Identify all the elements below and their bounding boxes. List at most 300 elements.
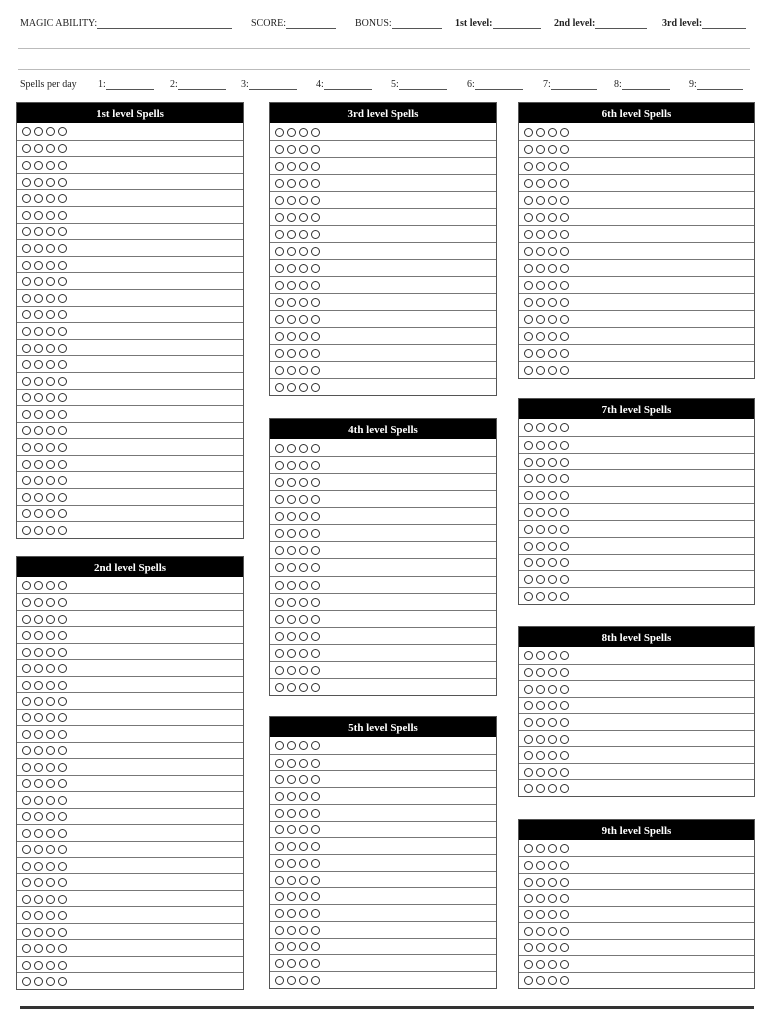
slot-circle-icon[interactable]: [548, 366, 557, 375]
spell-row[interactable]: [519, 840, 754, 856]
spell-row[interactable]: [270, 157, 496, 174]
spell-row[interactable]: [519, 537, 754, 554]
spell-row[interactable]: [270, 327, 496, 344]
slot-circle-icon[interactable]: [58, 393, 67, 402]
slot-circle-icon[interactable]: [524, 423, 533, 432]
spell-row[interactable]: [17, 676, 243, 692]
slot-circle-icon[interactable]: [311, 230, 320, 239]
slot-circle-icon[interactable]: [287, 383, 296, 392]
spell-row[interactable]: [270, 225, 496, 242]
slot-circle-icon[interactable]: [287, 461, 296, 470]
slot-circle-icon[interactable]: [536, 861, 545, 870]
slot-circle-icon[interactable]: [524, 162, 533, 171]
slot-circle-icon[interactable]: [548, 768, 557, 777]
slot-circle-icon[interactable]: [311, 383, 320, 392]
slot-circle-icon[interactable]: [46, 244, 55, 253]
slot-circle-icon[interactable]: [58, 664, 67, 673]
spell-row[interactable]: [270, 208, 496, 225]
slot-circle-icon[interactable]: [275, 230, 284, 239]
slot-circle-icon[interactable]: [524, 927, 533, 936]
spell-row[interactable]: [519, 664, 754, 681]
spell-row[interactable]: [519, 972, 754, 988]
slot-circle-icon[interactable]: [548, 349, 557, 358]
slot-circle-icon[interactable]: [58, 862, 67, 871]
slot-circle-icon[interactable]: [287, 213, 296, 222]
slot-circle-icon[interactable]: [548, 960, 557, 969]
slot-circle-icon[interactable]: [560, 894, 569, 903]
slot-circle-icon[interactable]: [311, 512, 320, 521]
slot-circle-icon[interactable]: [58, 178, 67, 187]
spell-row[interactable]: [270, 259, 496, 276]
slot-circle-icon[interactable]: [560, 423, 569, 432]
slot-circle-icon[interactable]: [311, 809, 320, 818]
slot-circle-icon[interactable]: [58, 911, 67, 920]
slot-circle-icon[interactable]: [548, 162, 557, 171]
spell-row[interactable]: [519, 310, 754, 327]
slot-circle-icon[interactable]: [46, 730, 55, 739]
slot-circle-icon[interactable]: [58, 977, 67, 986]
spell-row[interactable]: [17, 709, 243, 725]
magic-ability-blank[interactable]: [97, 19, 232, 29]
slot-circle-icon[interactable]: [287, 876, 296, 885]
slot-circle-icon[interactable]: [287, 264, 296, 273]
slot-circle-icon[interactable]: [34, 648, 43, 657]
slot-circle-icon[interactable]: [299, 942, 308, 951]
slot-circle-icon[interactable]: [58, 581, 67, 590]
slot-circle-icon[interactable]: [536, 878, 545, 887]
slot-circle-icon[interactable]: [548, 943, 557, 952]
slot-circle-icon[interactable]: [524, 366, 533, 375]
slot-circle-icon[interactable]: [58, 763, 67, 772]
slot-circle-icon[interactable]: [548, 651, 557, 660]
slot-circle-icon[interactable]: [275, 759, 284, 768]
slot-circle-icon[interactable]: [311, 581, 320, 590]
slot-circle-icon[interactable]: [524, 701, 533, 710]
spell-row[interactable]: [270, 887, 496, 904]
slot-circle-icon[interactable]: [299, 145, 308, 154]
slot-circle-icon[interactable]: [299, 179, 308, 188]
slot-circle-icon[interactable]: [275, 529, 284, 538]
slot-circle-icon[interactable]: [58, 895, 67, 904]
slot-circle-icon[interactable]: [560, 264, 569, 273]
slot-circle-icon[interactable]: [46, 829, 55, 838]
slot-circle-icon[interactable]: [22, 393, 31, 402]
spell-row[interactable]: [17, 643, 243, 659]
slot-circle-icon[interactable]: [22, 127, 31, 136]
slot-circle-icon[interactable]: [560, 735, 569, 744]
slot-circle-icon[interactable]: [560, 861, 569, 870]
slot-circle-icon[interactable]: [548, 735, 557, 744]
slot-circle-icon[interactable]: [548, 491, 557, 500]
spells-per-day-slot-8[interactable]: 8:: [614, 79, 670, 90]
slot-circle-icon[interactable]: [311, 529, 320, 538]
slot-circle-icon[interactable]: [560, 213, 569, 222]
slot-circle-icon[interactable]: [536, 247, 545, 256]
slot-circle-icon[interactable]: [275, 128, 284, 137]
slot-circle-icon[interactable]: [524, 474, 533, 483]
slot-circle-icon[interactable]: [548, 927, 557, 936]
slot-circle-icon[interactable]: [536, 735, 545, 744]
slot-circle-icon[interactable]: [560, 491, 569, 500]
slot-circle-icon[interactable]: [22, 631, 31, 640]
slot-circle-icon[interactable]: [275, 649, 284, 658]
slot-circle-icon[interactable]: [46, 697, 55, 706]
spell-row[interactable]: [270, 507, 496, 524]
slot-circle-icon[interactable]: [46, 161, 55, 170]
slot-circle-icon[interactable]: [548, 861, 557, 870]
spell-row[interactable]: [270, 627, 496, 644]
spell-row[interactable]: [270, 576, 496, 593]
slot-circle-icon[interactable]: [22, 615, 31, 624]
slot-circle-icon[interactable]: [58, 509, 67, 518]
slot-circle-icon[interactable]: [46, 631, 55, 640]
spell-row[interactable]: [519, 453, 754, 470]
slot-circle-icon[interactable]: [524, 145, 533, 154]
slot-circle-icon[interactable]: [275, 366, 284, 375]
score-blank[interactable]: [286, 19, 336, 29]
slot-circle-icon[interactable]: [524, 179, 533, 188]
spell-row[interactable]: [17, 223, 243, 240]
slot-circle-icon[interactable]: [299, 128, 308, 137]
spell-row[interactable]: [17, 505, 243, 522]
slot-circle-icon[interactable]: [34, 211, 43, 220]
slot-circle-icon[interactable]: [46, 681, 55, 690]
slot-circle-icon[interactable]: [524, 349, 533, 358]
slot-circle-icon[interactable]: [58, 779, 67, 788]
spell-row[interactable]: [17, 775, 243, 791]
slot-circle-icon[interactable]: [536, 592, 545, 601]
slot-circle-icon[interactable]: [46, 581, 55, 590]
spell-row[interactable]: [17, 972, 243, 988]
slot-circle-icon[interactable]: [46, 615, 55, 624]
slot-circle-icon[interactable]: [311, 563, 320, 572]
spells-per-day-slot-2[interactable]: 2:: [170, 79, 226, 90]
slot-circle-icon[interactable]: [299, 529, 308, 538]
slot-circle-icon[interactable]: [46, 977, 55, 986]
slot-circle-icon[interactable]: [46, 845, 55, 854]
slot-circle-icon[interactable]: [560, 751, 569, 760]
slot-circle-icon[interactable]: [560, 844, 569, 853]
slot-circle-icon[interactable]: [34, 845, 43, 854]
slot-circle-icon[interactable]: [311, 825, 320, 834]
spell-row[interactable]: [270, 921, 496, 938]
slot-circle-icon[interactable]: [536, 894, 545, 903]
spell-row[interactable]: [17, 593, 243, 609]
slot-circle-icon[interactable]: [287, 942, 296, 951]
spell-row[interactable]: [270, 310, 496, 327]
slot-circle-icon[interactable]: [287, 632, 296, 641]
slot-circle-icon[interactable]: [22, 178, 31, 187]
slot-circle-icon[interactable]: [560, 558, 569, 567]
slot-circle-icon[interactable]: [22, 746, 31, 755]
spell-row[interactable]: [17, 939, 243, 955]
slot-circle-icon[interactable]: [34, 194, 43, 203]
slot-circle-icon[interactable]: [299, 775, 308, 784]
slot-circle-icon[interactable]: [560, 349, 569, 358]
slot-circle-icon[interactable]: [524, 784, 533, 793]
spell-row[interactable]: [519, 889, 754, 905]
slot-circle-icon[interactable]: [548, 685, 557, 694]
slot-circle-icon[interactable]: [58, 829, 67, 838]
slot-circle-icon[interactable]: [548, 423, 557, 432]
slot-circle-icon[interactable]: [536, 960, 545, 969]
slot-circle-icon[interactable]: [311, 478, 320, 487]
slot-circle-icon[interactable]: [275, 281, 284, 290]
slot-circle-icon[interactable]: [34, 829, 43, 838]
spell-row[interactable]: [270, 140, 496, 157]
slot-circle-icon[interactable]: [275, 632, 284, 641]
slot-circle-icon[interactable]: [560, 281, 569, 290]
spell-row[interactable]: [519, 361, 754, 378]
slot-circle-icon[interactable]: [275, 741, 284, 750]
slot-circle-icon[interactable]: [275, 315, 284, 324]
slot-circle-icon[interactable]: [58, 194, 67, 203]
slot-circle-icon[interactable]: [524, 861, 533, 870]
slot-circle-icon[interactable]: [22, 895, 31, 904]
slot-circle-icon[interactable]: [287, 298, 296, 307]
slot-circle-icon[interactable]: [287, 196, 296, 205]
slot-circle-icon[interactable]: [34, 443, 43, 452]
slot-circle-icon[interactable]: [548, 458, 557, 467]
slot-circle-icon[interactable]: [287, 128, 296, 137]
slot-circle-icon[interactable]: [58, 377, 67, 386]
bonus-blank[interactable]: [392, 19, 442, 29]
slot-circle-icon[interactable]: [46, 144, 55, 153]
slot-circle-icon[interactable]: [299, 495, 308, 504]
slot-circle-icon[interactable]: [299, 349, 308, 358]
slot-circle-icon[interactable]: [311, 859, 320, 868]
slot-circle-icon[interactable]: [58, 344, 67, 353]
slot-circle-icon[interactable]: [34, 493, 43, 502]
slot-circle-icon[interactable]: [58, 796, 67, 805]
spell-row[interactable]: [519, 680, 754, 697]
spell-row[interactable]: [519, 419, 754, 436]
slot-circle-icon[interactable]: [46, 526, 55, 535]
slot-circle-icon[interactable]: [46, 648, 55, 657]
slot-circle-icon[interactable]: [275, 976, 284, 985]
slot-circle-icon[interactable]: [524, 718, 533, 727]
slot-circle-icon[interactable]: [548, 298, 557, 307]
slot-circle-icon[interactable]: [560, 668, 569, 677]
slot-circle-icon[interactable]: [287, 959, 296, 968]
slot-circle-icon[interactable]: [311, 909, 320, 918]
slot-circle-icon[interactable]: [536, 558, 545, 567]
slot-circle-icon[interactable]: [287, 349, 296, 358]
slot-circle-icon[interactable]: [275, 926, 284, 935]
slot-circle-icon[interactable]: [58, 697, 67, 706]
slot-circle-icon[interactable]: [22, 730, 31, 739]
spell-row[interactable]: [270, 558, 496, 575]
spell-row[interactable]: [17, 156, 243, 173]
slot-circle-icon[interactable]: [560, 162, 569, 171]
slot-circle-icon[interactable]: [46, 344, 55, 353]
slot-circle-icon[interactable]: [58, 144, 67, 153]
slot-circle-icon[interactable]: [22, 426, 31, 435]
slot-circle-icon[interactable]: [536, 927, 545, 936]
slot-circle-icon[interactable]: [275, 892, 284, 901]
slot-circle-icon[interactable]: [524, 247, 533, 256]
slot-circle-icon[interactable]: [560, 298, 569, 307]
slot-circle-icon[interactable]: [548, 718, 557, 727]
slot-circle-icon[interactable]: [311, 792, 320, 801]
spell-row[interactable]: [270, 770, 496, 787]
slot-circle-icon[interactable]: [287, 683, 296, 692]
slot-circle-icon[interactable]: [275, 859, 284, 868]
slot-circle-icon[interactable]: [287, 926, 296, 935]
slot-circle-icon[interactable]: [536, 751, 545, 760]
slot-circle-icon[interactable]: [536, 230, 545, 239]
spell-row[interactable]: [519, 293, 754, 310]
slot-circle-icon[interactable]: [22, 796, 31, 805]
slot-circle-icon[interactable]: [58, 648, 67, 657]
slot-circle-icon[interactable]: [34, 327, 43, 336]
slot-circle-icon[interactable]: [22, 829, 31, 838]
slot-circle-icon[interactable]: [560, 332, 569, 341]
spells-per-day-slot-1[interactable]: 1:: [98, 79, 154, 90]
slot-circle-icon[interactable]: [46, 509, 55, 518]
slot-circle-icon[interactable]: [275, 942, 284, 951]
slot-circle-icon[interactable]: [287, 892, 296, 901]
slot-circle-icon[interactable]: [311, 615, 320, 624]
slot-circle-icon[interactable]: [34, 598, 43, 607]
slot-circle-icon[interactable]: [299, 383, 308, 392]
spells-per-day-slot-3[interactable]: 3:: [241, 79, 297, 90]
slot-circle-icon[interactable]: [287, 666, 296, 675]
spell-row[interactable]: [270, 737, 496, 754]
spell-row[interactable]: [519, 713, 754, 730]
spell-row[interactable]: [519, 208, 754, 225]
slot-circle-icon[interactable]: [548, 441, 557, 450]
spells-per-day-slot-7[interactable]: 7:: [543, 79, 597, 90]
slot-circle-icon[interactable]: [275, 546, 284, 555]
slot-circle-icon[interactable]: [560, 128, 569, 137]
slot-circle-icon[interactable]: [58, 277, 67, 286]
slot-circle-icon[interactable]: [34, 476, 43, 485]
slot-circle-icon[interactable]: [536, 145, 545, 154]
slot-circle-icon[interactable]: [34, 878, 43, 887]
slot-circle-icon[interactable]: [287, 478, 296, 487]
spell-row[interactable]: [519, 242, 754, 259]
slot-circle-icon[interactable]: [311, 598, 320, 607]
slot-circle-icon[interactable]: [311, 213, 320, 222]
slot-circle-icon[interactable]: [22, 244, 31, 253]
slot-circle-icon[interactable]: [22, 493, 31, 502]
slot-circle-icon[interactable]: [58, 615, 67, 624]
slot-circle-icon[interactable]: [311, 683, 320, 692]
slot-circle-icon[interactable]: [58, 713, 67, 722]
slot-circle-icon[interactable]: [311, 315, 320, 324]
slot-circle-icon[interactable]: [287, 792, 296, 801]
slot-circle-icon[interactable]: [536, 196, 545, 205]
slot-circle-icon[interactable]: [524, 558, 533, 567]
spell-row[interactable]: [519, 157, 754, 174]
slot-circle-icon[interactable]: [46, 928, 55, 937]
spell-row[interactable]: [270, 123, 496, 140]
slot-circle-icon[interactable]: [299, 196, 308, 205]
slot-circle-icon[interactable]: [275, 247, 284, 256]
slot-circle-icon[interactable]: [560, 943, 569, 952]
slot-circle-icon[interactable]: [311, 546, 320, 555]
slot-circle-icon[interactable]: [560, 685, 569, 694]
slot-circle-icon[interactable]: [287, 495, 296, 504]
slot-circle-icon[interactable]: [46, 310, 55, 319]
slot-circle-icon[interactable]: [548, 575, 557, 584]
spell-row[interactable]: [270, 661, 496, 678]
slot-circle-icon[interactable]: [560, 247, 569, 256]
slot-circle-icon[interactable]: [299, 332, 308, 341]
slot-circle-icon[interactable]: [287, 976, 296, 985]
slot-circle-icon[interactable]: [34, 779, 43, 788]
spell-row[interactable]: [17, 239, 243, 256]
slot-circle-icon[interactable]: [287, 598, 296, 607]
spell-row[interactable]: [270, 439, 496, 456]
spell-row[interactable]: [17, 272, 243, 289]
slot-circle-icon[interactable]: [560, 910, 569, 919]
slot-circle-icon[interactable]: [560, 718, 569, 727]
slot-circle-icon[interactable]: [34, 144, 43, 153]
slot-circle-icon[interactable]: [287, 759, 296, 768]
spell-row[interactable]: [17, 577, 243, 593]
slot-circle-icon[interactable]: [524, 332, 533, 341]
slot-circle-icon[interactable]: [311, 666, 320, 675]
slot-circle-icon[interactable]: [560, 525, 569, 534]
slot-circle-icon[interactable]: [34, 615, 43, 624]
slot-circle-icon[interactable]: [34, 410, 43, 419]
slot-circle-icon[interactable]: [22, 294, 31, 303]
spell-row[interactable]: [519, 486, 754, 503]
slot-circle-icon[interactable]: [34, 161, 43, 170]
slot-circle-icon[interactable]: [524, 525, 533, 534]
slot-circle-icon[interactable]: [22, 360, 31, 369]
spell-row[interactable]: [17, 189, 243, 206]
slot-circle-icon[interactable]: [287, 615, 296, 624]
slot-circle-icon[interactable]: [524, 508, 533, 517]
slot-circle-icon[interactable]: [58, 928, 67, 937]
slot-circle-icon[interactable]: [275, 512, 284, 521]
slot-circle-icon[interactable]: [548, 751, 557, 760]
slot-circle-icon[interactable]: [560, 179, 569, 188]
third-level-blank[interactable]: [702, 19, 746, 29]
slot-circle-icon[interactable]: [287, 775, 296, 784]
slot-circle-icon[interactable]: [58, 244, 67, 253]
spell-row[interactable]: [270, 378, 496, 395]
spell-row[interactable]: [519, 922, 754, 938]
slot-circle-icon[interactable]: [34, 697, 43, 706]
spell-row[interactable]: [17, 488, 243, 505]
slot-circle-icon[interactable]: [275, 179, 284, 188]
slot-circle-icon[interactable]: [524, 264, 533, 273]
slot-circle-icon[interactable]: [299, 683, 308, 692]
slot-circle-icon[interactable]: [524, 213, 533, 222]
slot-circle-icon[interactable]: [287, 366, 296, 375]
slot-circle-icon[interactable]: [275, 461, 284, 470]
slot-circle-icon[interactable]: [536, 784, 545, 793]
slot-circle-icon[interactable]: [536, 701, 545, 710]
slot-circle-icon[interactable]: [34, 294, 43, 303]
slot-circle-icon[interactable]: [34, 730, 43, 739]
slot-circle-icon[interactable]: [548, 668, 557, 677]
slot-circle-icon[interactable]: [536, 685, 545, 694]
slot-circle-icon[interactable]: [22, 377, 31, 386]
slot-circle-icon[interactable]: [524, 735, 533, 744]
slot-circle-icon[interactable]: [58, 294, 67, 303]
spell-row[interactable]: [17, 626, 243, 642]
spell-row[interactable]: [17, 123, 243, 140]
slot-circle-icon[interactable]: [536, 508, 545, 517]
slot-circle-icon[interactable]: [299, 842, 308, 851]
spell-row[interactable]: [17, 355, 243, 372]
slot-circle-icon[interactable]: [22, 598, 31, 607]
